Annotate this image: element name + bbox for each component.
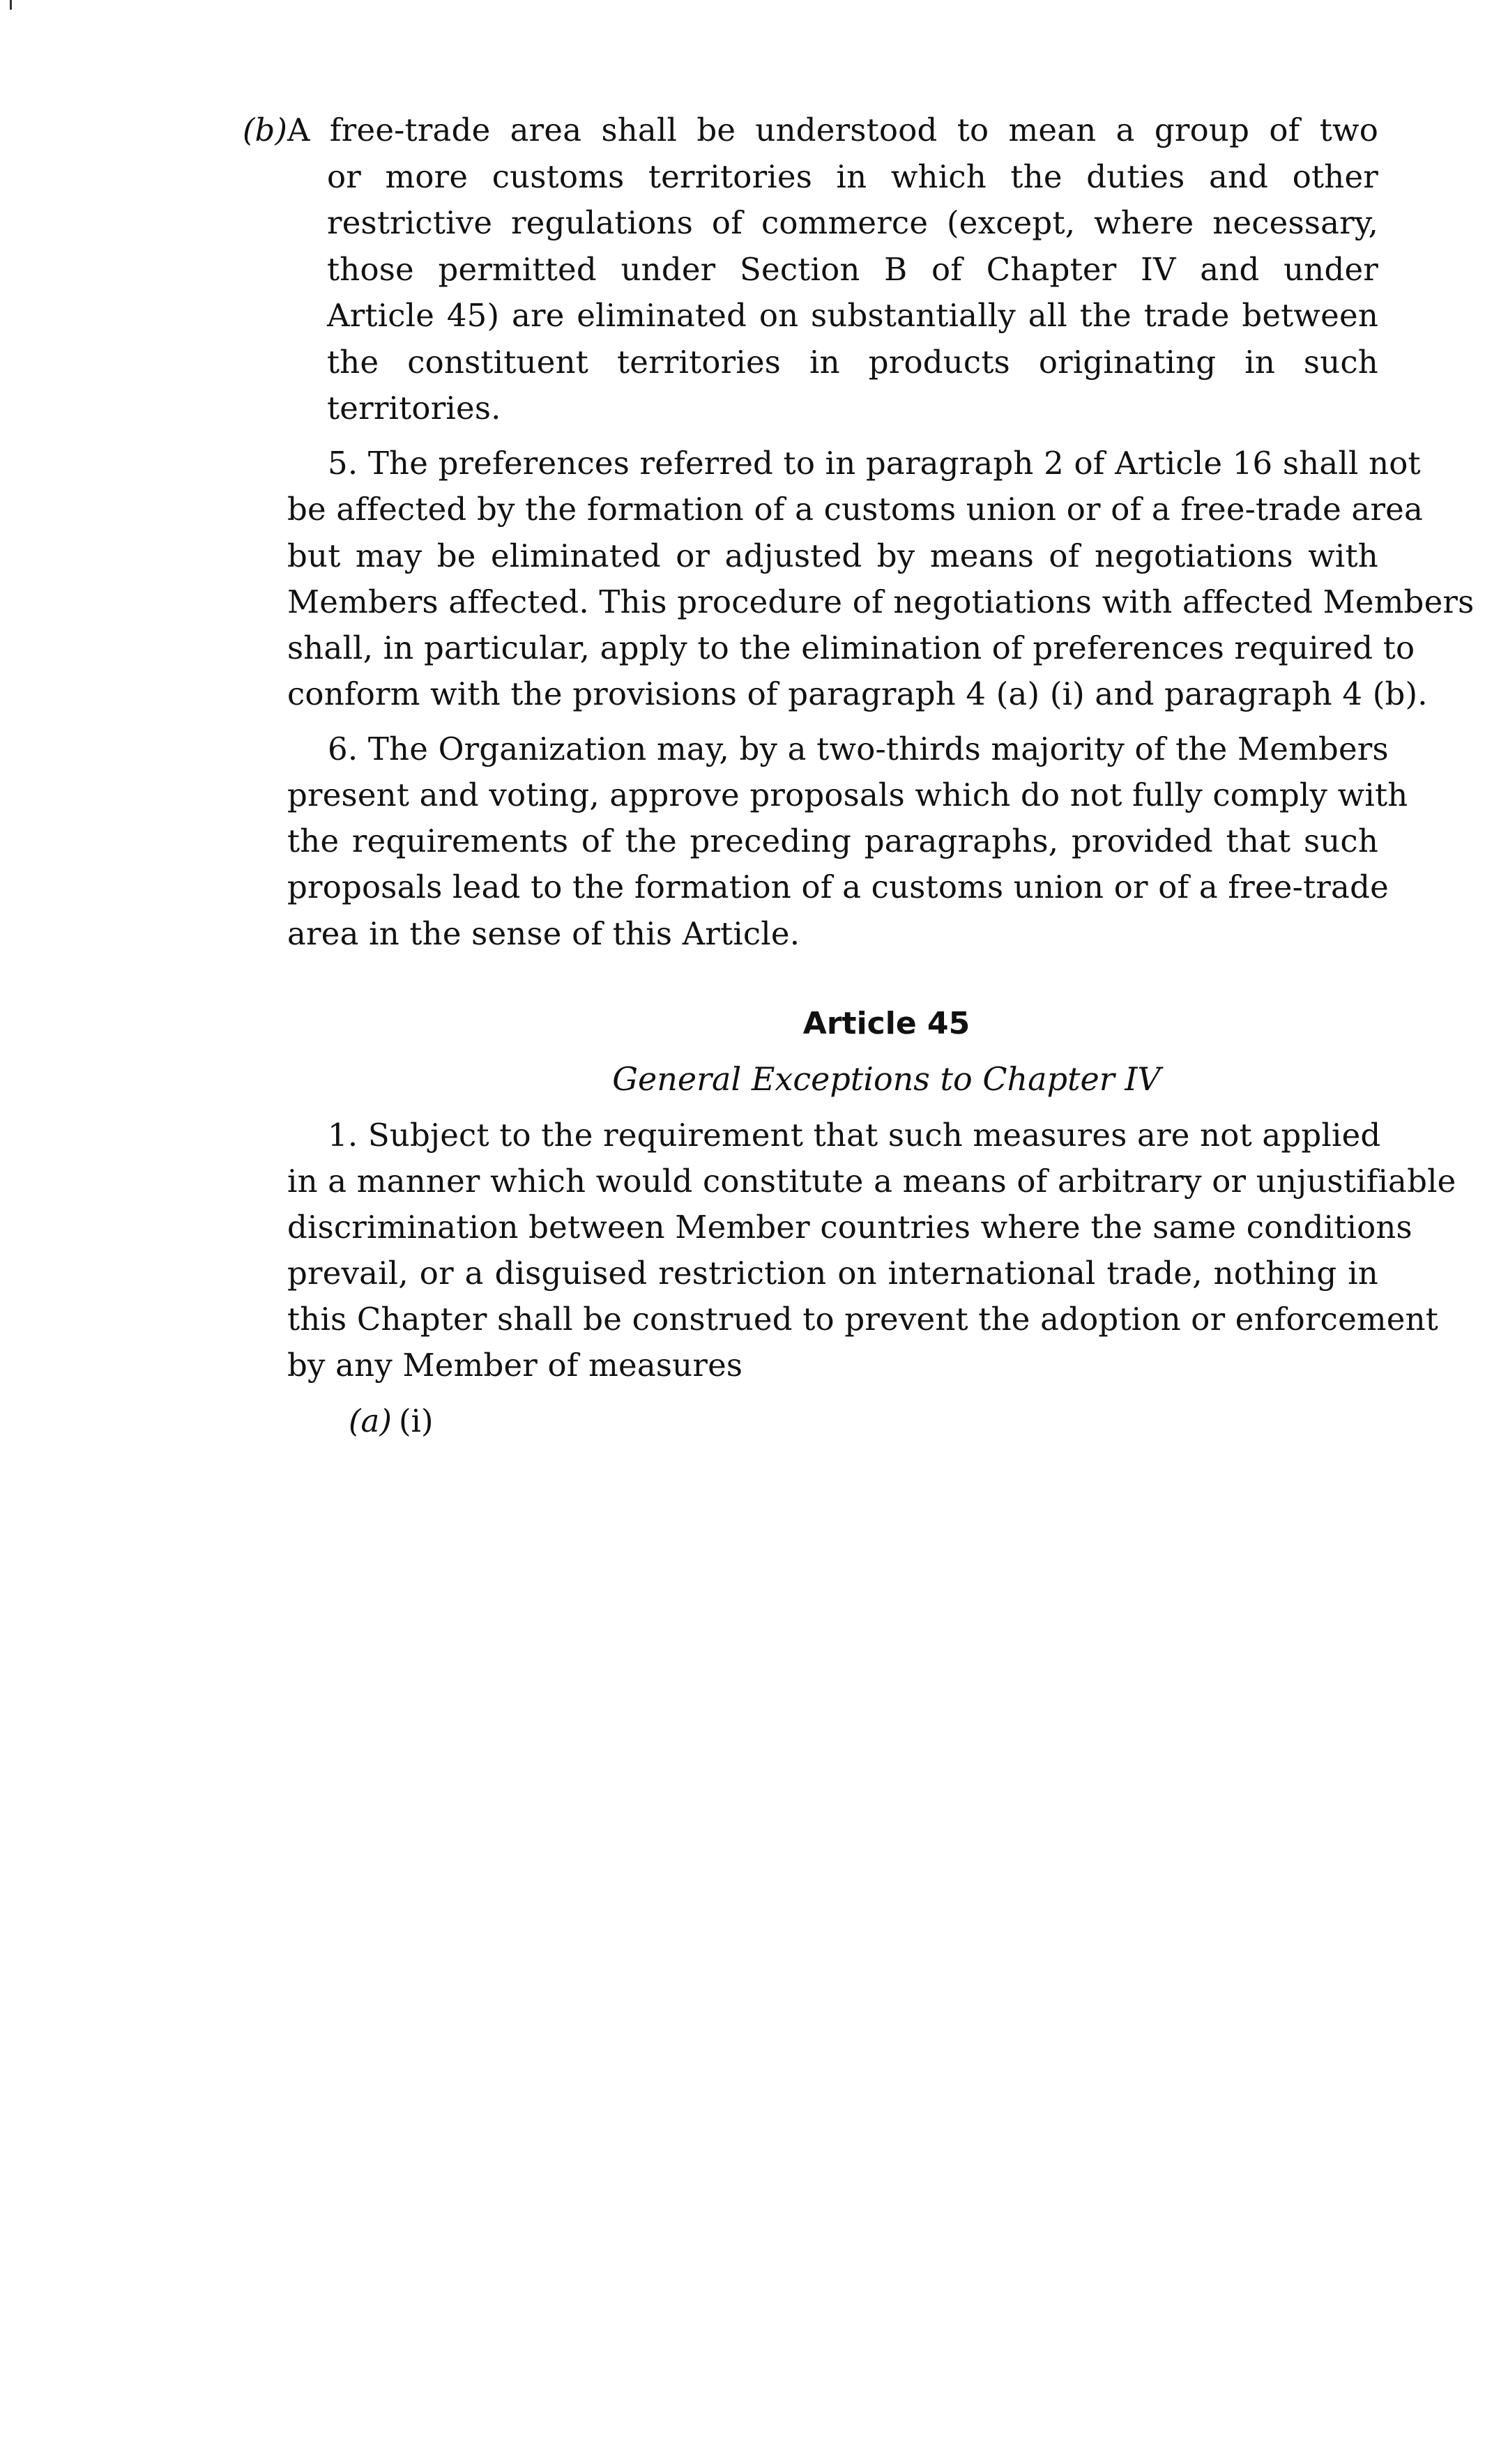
text-line: 1. Subject to the requirement that such measures are not applied bbox=[328, 1117, 1381, 1154]
text-line: prevail, or a disguised restriction on international trade, nothing in bbox=[287, 1255, 1378, 1292]
group-label: (a) bbox=[349, 1402, 392, 1439]
text-line: or more customs territories in which the duties and other bbox=[327, 158, 1378, 195]
article-subtitle: General Exceptions to Chapter IV bbox=[612, 1060, 1161, 1098]
text-line: territories. bbox=[327, 390, 501, 427]
text-line: but may be eliminated or adjusted by means of negotiations with bbox=[287, 537, 1378, 574]
text-line: by any Member of measures bbox=[287, 1347, 743, 1384]
text-line: be affected by the formation of a customs union or of a free-trade area bbox=[287, 491, 1424, 528]
text-line: discrimination between Member countries where the same conditions bbox=[287, 1209, 1412, 1246]
text-line: 6. The Organization may, by a two-thirds majority of the Members bbox=[328, 730, 1389, 767]
item-label: (i) bbox=[399, 1402, 434, 1439]
text-line: shall, in particular, apply to the elimination of preferences required to bbox=[287, 629, 1415, 666]
text-line: Members affected. This procedure of negotiations with affected Members bbox=[287, 583, 1475, 620]
text-line: the constituent territories in products originating in such bbox=[327, 344, 1378, 381]
text-line: the requirements of the preceding paragraphs, provided that such bbox=[287, 822, 1378, 859]
item-label: (b) bbox=[243, 112, 287, 148]
text-line: this Chapter shall be construed to prevent the adoption or enforcement bbox=[287, 1301, 1439, 1338]
text-line: 5. The preferences referred to in paragraph 2 of Article 16 shall not bbox=[328, 445, 1421, 482]
article-title: Article 45 bbox=[802, 1006, 970, 1041]
text-line: restrictive regulations of commerce (except, where necessary, bbox=[327, 204, 1378, 241]
text-line: conform with the provisions of paragraph 4 (a) (i) and paragraph 4 (b). bbox=[287, 675, 1428, 712]
text-line: proposals lead to the formation of a customs union or of a free-trade bbox=[287, 868, 1389, 905]
text-line: area in the sense of this Article. bbox=[287, 915, 800, 952]
text-line: in a manner which would constitute a means of arbitrary or unjustifiable bbox=[287, 1163, 1456, 1200]
text-line: A free-trade area shall be understood to mean a group of two bbox=[287, 112, 1378, 148]
text-line: those permitted under Section B of Chapter IV and under bbox=[327, 251, 1378, 288]
text-line: Article 45) are eliminated on substantially all the trade between bbox=[327, 297, 1378, 334]
scan-mark bbox=[10, 0, 12, 10]
text-line: present and voting, approve proposals which do not fully comply with bbox=[287, 776, 1408, 813]
